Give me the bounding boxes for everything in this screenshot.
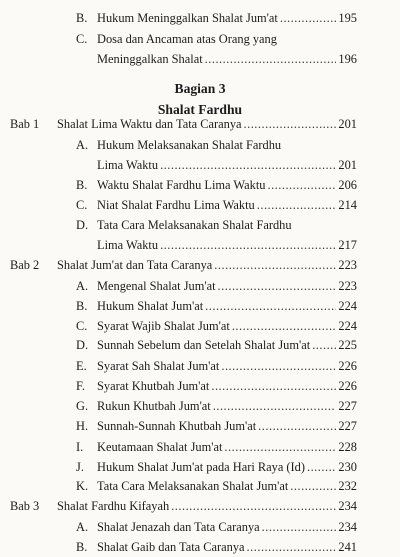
entry-title: Meninggalkan Shalat	[97, 52, 203, 66]
page-number: 223	[338, 279, 357, 293]
entry-title: Tata Cara Melaksanakan Shalat Fardhu	[97, 218, 292, 232]
page-number: 226	[338, 379, 357, 393]
entry-letter: I.	[76, 440, 84, 454]
entry-title: Shalat Fardhu Kifayah	[57, 499, 170, 513]
chapter-entry	[0, 114, 400, 134]
entry-letter: C.	[76, 32, 88, 46]
entry-letter: B.	[76, 299, 88, 313]
toc-entry	[0, 537, 400, 557]
entry-title: Waktu Shalat Fardhu Lima Waktu	[97, 178, 266, 192]
dot-leader	[205, 49, 337, 69]
dot-leader	[232, 316, 337, 336]
entry-title: Rukun Khutbah Jum'at	[97, 399, 211, 413]
toc-entry	[0, 215, 400, 235]
dot-leader	[290, 476, 336, 496]
page-number: 227	[338, 399, 357, 413]
entry-title: Keutamaan Shalat Jum'at	[97, 440, 223, 454]
page-number: 234	[338, 520, 357, 534]
toc-entry	[0, 437, 400, 457]
dot-leader	[267, 175, 336, 195]
entry-letter: A.	[76, 138, 89, 152]
dot-leader	[171, 496, 336, 516]
entry-title: Dosa dan Ancaman atas Orang yang	[97, 32, 277, 46]
dot-leader	[244, 114, 337, 134]
toc-entry	[0, 457, 400, 477]
chapter-entry	[0, 255, 400, 275]
entry-title: Syarat Wajib Shalat Jum'at	[97, 319, 230, 333]
dot-leader	[218, 276, 337, 296]
entry-title: Syarat Sah Shalat Jum'at	[97, 359, 220, 373]
toc-entry	[0, 155, 400, 175]
page-number: 196	[338, 52, 357, 66]
toc-entry	[0, 376, 400, 396]
entry-title: Shalat Jenazah dan Tata Caranya	[97, 520, 260, 534]
entry-title: Sunnah Sebelum dan Setelah Shalat Jum'at	[97, 338, 311, 352]
toc-entry	[0, 235, 400, 255]
toc-entry	[0, 476, 400, 496]
page-number: 224	[338, 299, 357, 313]
toc-entry	[0, 356, 400, 376]
page-number: 241	[338, 540, 357, 554]
entry-letter: D.	[76, 218, 89, 232]
entry-letter: K.	[76, 479, 89, 493]
page-number: 201	[338, 158, 357, 172]
dot-leader	[312, 335, 336, 355]
dot-leader	[258, 416, 336, 436]
entry-letter: A.	[76, 520, 89, 534]
entry-letter: C.	[76, 319, 88, 333]
dot-leader	[224, 437, 336, 457]
page-number: 217	[338, 238, 357, 252]
toc-entry	[0, 296, 400, 316]
toc-entry	[0, 396, 400, 416]
page-number: 230	[338, 460, 357, 474]
entry-title: Hukum Melaksanakan Shalat Fardhu	[97, 138, 282, 152]
entry-title: Hukum Shalat Jum'at	[97, 299, 204, 313]
entry-title: Hukum Shalat Jum'at pada Hari Raya (Id)	[97, 460, 305, 474]
page-number: 223	[338, 258, 357, 272]
entry-letter: A.	[76, 279, 89, 293]
page-number: 214	[338, 198, 357, 212]
entry-title: Lima Waktu	[97, 238, 159, 252]
entry-title: Shalat Gaib dan Tata Caranya	[97, 540, 245, 554]
entry-letter: B.	[76, 540, 88, 554]
section-title: Shalat Fardhu	[157, 102, 243, 117]
toc-entry	[0, 416, 400, 436]
dot-leader	[213, 396, 337, 416]
entry-letter: B.	[76, 178, 88, 192]
entry-title: Hukum Meninggalkan Shalat Jum'at	[97, 11, 278, 25]
toc-entry	[0, 135, 400, 155]
page-number: 224	[338, 319, 357, 333]
page-number: 195	[338, 11, 357, 25]
entry-letter: G.	[76, 399, 89, 413]
entry-letter: F.	[76, 379, 85, 393]
dot-leader	[257, 195, 337, 215]
page-number: 228	[338, 440, 357, 454]
entry-title: Lima Waktu	[97, 158, 159, 172]
dot-leader	[262, 517, 337, 537]
entry-title: Niat Shalat Fardhu Lima Waktu	[97, 198, 255, 212]
section-number: Bagian 3	[174, 81, 226, 96]
dot-leader	[211, 376, 336, 396]
page-number: 206	[338, 178, 357, 192]
entry-letter: H.	[76, 419, 89, 433]
entry-letter: E.	[76, 359, 87, 373]
dot-leader	[307, 457, 336, 477]
entry-title: Shalat Jum'at dan Tata Caranya	[57, 258, 213, 272]
page-number: 227	[338, 419, 357, 433]
entry-title: Tata Cara Melaksanakan Shalat Jum'at	[97, 479, 289, 493]
toc-entry	[0, 49, 400, 69]
toc-entry	[0, 195, 400, 215]
entry-letter: J.	[76, 460, 84, 474]
entry-letter: B.	[76, 11, 88, 25]
page-number: 201	[338, 117, 357, 131]
toc-entry	[0, 8, 400, 28]
dot-leader	[247, 537, 337, 557]
entry-title: Shalat Lima Waktu dan Tata Caranya	[57, 117, 242, 131]
entry-title: Syarat Khutbah Jum'at	[97, 379, 210, 393]
dot-leader	[160, 235, 336, 255]
chapter-entry	[0, 496, 400, 516]
dot-leader	[280, 8, 337, 28]
toc-entry	[0, 29, 400, 49]
chapter-number: Bab 3	[10, 499, 40, 513]
page-number: 226	[338, 359, 357, 373]
entry-letter: C.	[76, 198, 88, 212]
dot-leader	[214, 255, 336, 275]
toc-entry	[0, 175, 400, 195]
toc-entry	[0, 517, 400, 537]
dot-leader	[205, 296, 336, 316]
chapter-number: Bab 2	[10, 258, 40, 272]
toc-entry	[0, 276, 400, 296]
page-number: 234	[338, 499, 357, 513]
page-number: 225	[338, 338, 357, 352]
chapter-number: Bab 1	[10, 117, 40, 131]
toc-entry	[0, 335, 400, 355]
entry-title: Mengenal Shalat Jum'at	[97, 279, 216, 293]
entry-title: Sunnah-Sunnah Khutbah Jum'at	[97, 419, 257, 433]
toc-entry	[0, 316, 400, 336]
page-number: 232	[338, 479, 357, 493]
entry-letter: D.	[76, 338, 89, 352]
dot-leader	[221, 356, 336, 376]
dot-leader	[160, 155, 336, 175]
